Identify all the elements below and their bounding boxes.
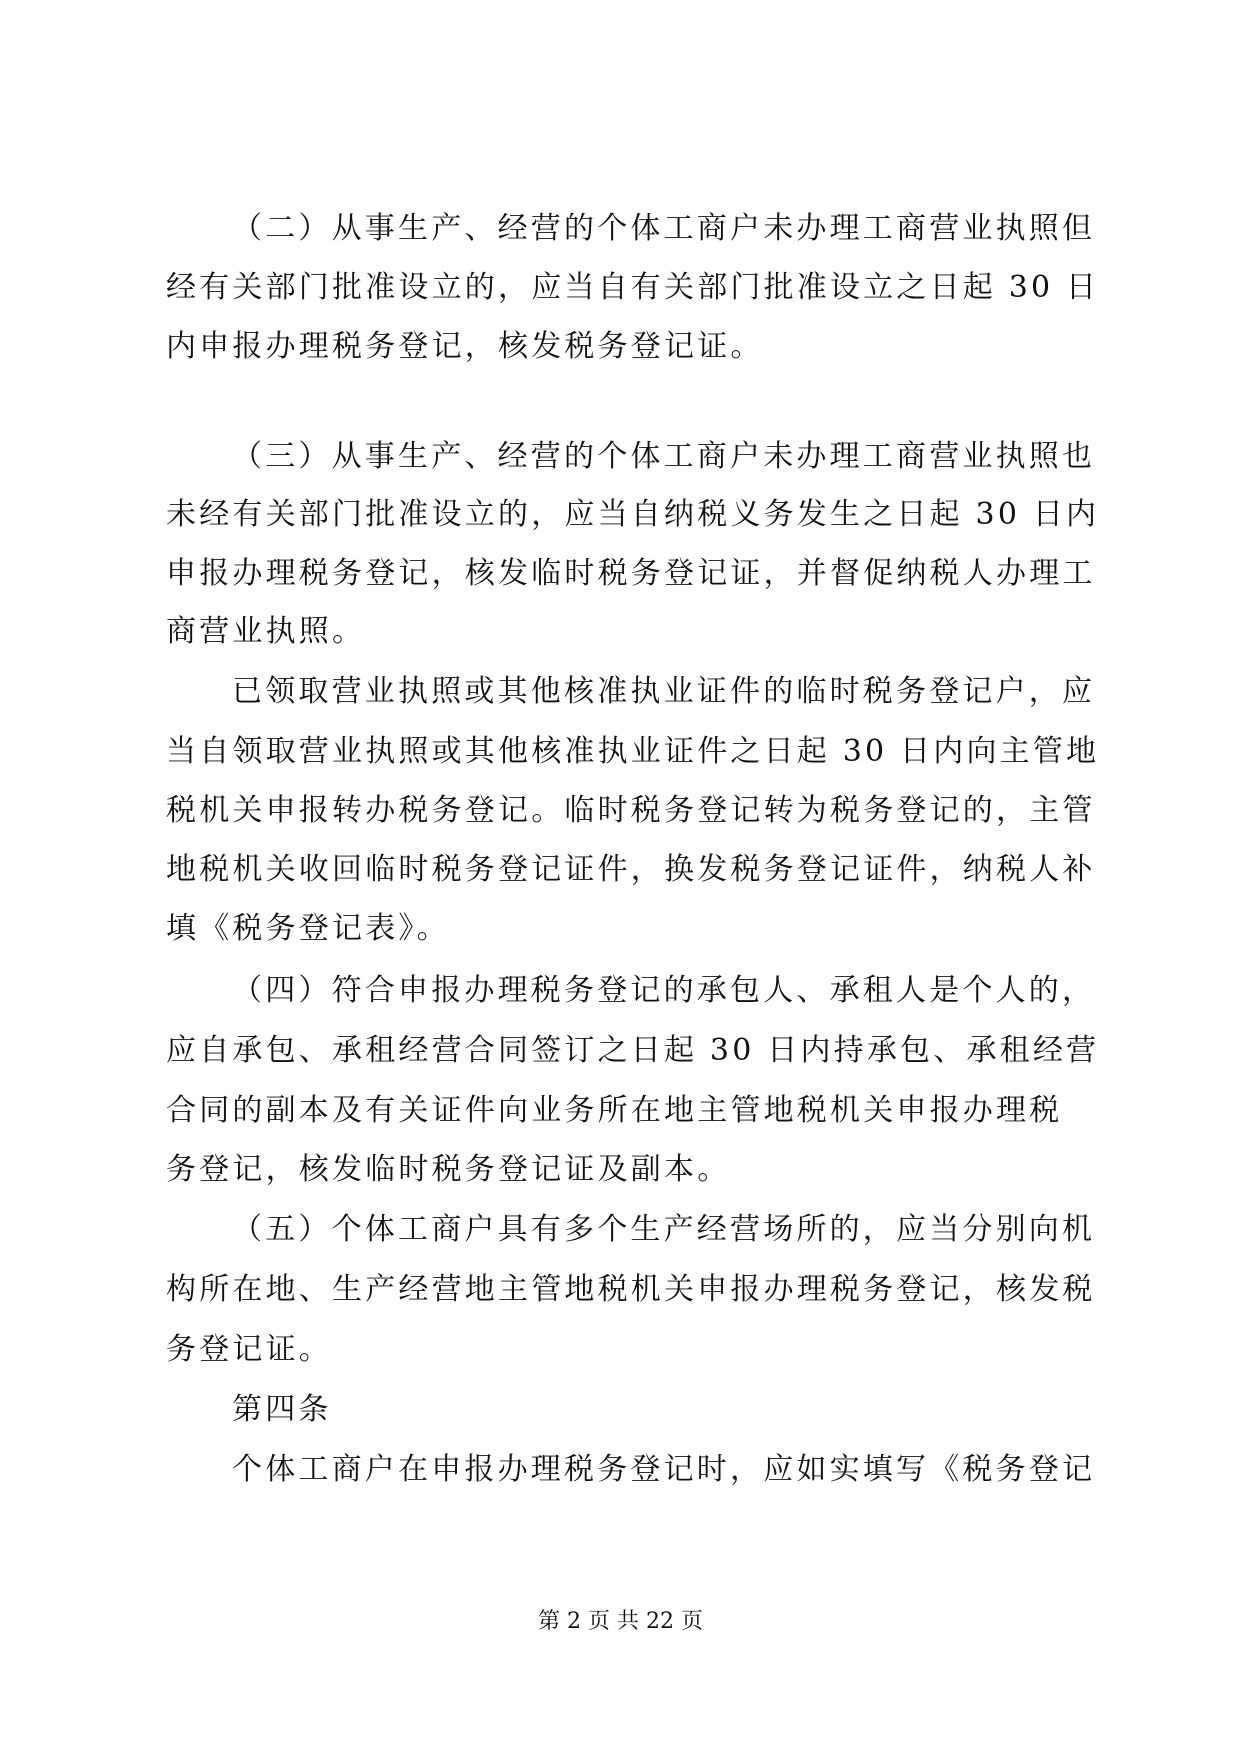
text-line: 已领取营业执照或其他核准执业证件的临时税务登记户，应 [232,674,1096,709]
text-line: 内申报办理税务登记，核发税务登记证。 [166,329,764,364]
page-number-footer: 第 2 页 共 22 页 [538,1609,703,1634]
text-line: 应自承包、承租经营合同签订之日起 30 日内持承包、承租经营 [166,1033,1100,1068]
section-heading: 第四条 [232,1392,332,1427]
text-line: 税机关申报转办税务登记。临时税务登记转为税务登记的，主管 [166,793,1096,828]
text-line: （五）个体工商户具有多个生产经营场所的，应当分别向机 [232,1212,1096,1247]
text-line: 务登记，核发临时税务登记证及副本。 [166,1152,731,1187]
text-line: 务登记证。 [166,1332,332,1367]
text-line: （三）从事生产、经营的个体工商户未办理工商营业执照也 [232,439,1096,474]
text-line: 当自领取营业执照或其他核准执业证件之日起 30 日内向主管地 [166,734,1100,769]
text-line: 地税机关收回临时税务登记证件，换发税务登记证件，纳税人补 [166,852,1096,887]
text-line: 填《税务登记表》。 [166,911,450,946]
text-line: 经有关部门批准设立的，应当自有关部门批准设立之日起 30 日 [166,270,1100,305]
text-line: 个体工商户在申报办理税务登记时，应如实填写《税务登记 [232,1452,1096,1487]
text-line: 构所在地、生产经营地主管地税机关申报办理税务登记，核发税 [166,1272,1096,1307]
text-line: （四）符合申报办理税务登记的承包人、承租人是个人的， [232,973,1096,1008]
text-line: （二）从事生产、经营的个体工商户未办理工商营业执照但 [232,211,1096,246]
text-line: 未经有关部门批准设立的，应当自纳税义务发生之日起 30 日内 [166,497,1100,532]
text-line: 商营业执照。 [166,614,366,649]
text-line: 申报办理税务登记，核发临时税务登记证，并督促纳税人办理工 [166,556,1096,591]
text-line: 合同的副本及有关证件向业务所在地主管地税机关申报办理税 [166,1093,1063,1128]
